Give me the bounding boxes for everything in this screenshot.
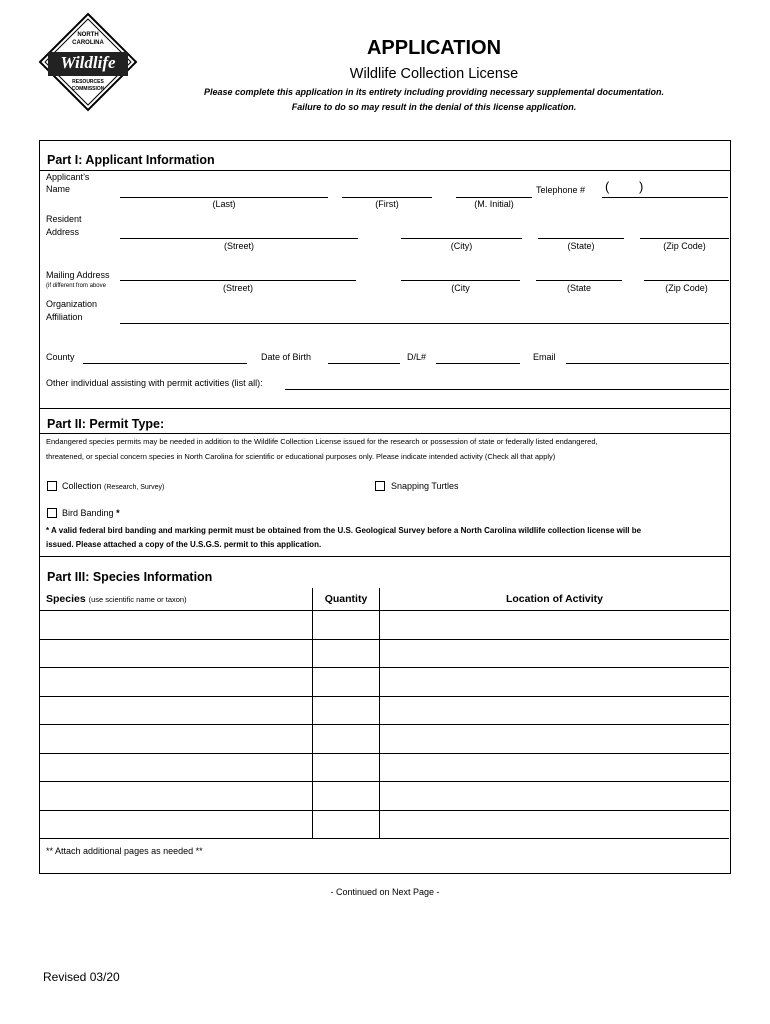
- middle-initial-caption: (M. Initial): [474, 199, 514, 209]
- quantity-cell[interactable]: [313, 696, 380, 725]
- telephone-label: Telephone #: [536, 185, 586, 195]
- mailing-state-field[interactable]: [536, 280, 622, 281]
- part-2-divider: [40, 433, 730, 434]
- species-table-header: [40, 588, 729, 611]
- quantity-cell[interactable]: [313, 639, 380, 668]
- logo-wordmark: Wildlife: [60, 53, 116, 72]
- table-row: [40, 725, 729, 754]
- part-2-title: Part II: Permit Type:: [47, 417, 165, 431]
- application-form: [39, 140, 731, 874]
- snapping-turtles-label: Snapping Turtles: [391, 481, 459, 491]
- bird-banding-asterisk: *: [116, 508, 120, 518]
- species-header-label: Species: [46, 593, 86, 605]
- logo: [38, 12, 138, 112]
- organization-label-1: Organization: [46, 299, 98, 309]
- species-table: [40, 588, 729, 839]
- table-row: [40, 639, 729, 668]
- first-name-field[interactable]: [342, 197, 432, 198]
- collection-label: [62, 481, 164, 491]
- quantity-cell[interactable]: [313, 810, 380, 839]
- quantity-cell[interactable]: [313, 725, 380, 754]
- telephone-field[interactable]: [602, 197, 728, 198]
- species-cell[interactable]: [40, 668, 313, 697]
- location-cell[interactable]: [380, 753, 730, 782]
- species-header-note: (use scientific name or taxon): [88, 595, 187, 604]
- species-cell[interactable]: [40, 639, 313, 668]
- collection-note: (Research, Survey): [104, 484, 165, 491]
- species-cell[interactable]: [40, 810, 313, 839]
- mailing-state-caption: (State: [566, 283, 591, 293]
- dl-field[interactable]: [436, 363, 520, 364]
- logo-line-commission: COMMISSION: [71, 86, 105, 92]
- location-cell[interactable]: [380, 611, 730, 640]
- bird-banding-note-line-1: * A valid federal bird banding and marking permit must be obtained from the U.S. Geological Survey before a North Carolina wildlife collection license will be: [46, 526, 642, 535]
- applicant-name-label-2: Name: [46, 184, 71, 194]
- resident-address-label-2: Address: [46, 227, 80, 237]
- applicant-name-label-1: Applicant’s: [46, 172, 90, 182]
- table-row: [40, 696, 729, 725]
- location-cell[interactable]: [380, 810, 730, 839]
- quantity-column-header: Quantity: [313, 588, 380, 611]
- bird-banding-label-text: Bird Banding: [62, 508, 114, 518]
- dl-label: D/L#: [407, 352, 427, 362]
- page-title: APPLICATION: [366, 37, 502, 59]
- bird-banding-checkbox[interactable]: [47, 508, 57, 518]
- telephone-paren-close: ): [639, 179, 644, 194]
- table-row: [40, 611, 729, 640]
- mailing-zip-caption: (Zip Code): [665, 283, 708, 293]
- location-cell[interactable]: [380, 725, 730, 754]
- mailing-address-note: (if different from above: [46, 283, 106, 289]
- dob-label: Date of Birth: [261, 352, 312, 362]
- resident-address-label-1: Resident: [46, 214, 82, 224]
- part-1-title: Part I: Applicant Information: [47, 153, 215, 167]
- resident-zip-caption: (Zip Code): [663, 241, 706, 251]
- resident-city-field[interactable]: [401, 238, 522, 239]
- species-cell[interactable]: [40, 696, 313, 725]
- mailing-zip-field[interactable]: [644, 280, 729, 281]
- permit-description-line-2: threatened, or special concern species in North Carolina for scientific or educational purposes only. Please indicate intended activity (Check all that apply): [46, 452, 556, 461]
- dob-field[interactable]: [328, 363, 400, 364]
- resident-street-caption: (Street): [223, 241, 254, 251]
- last-name-caption: (Last): [212, 199, 236, 209]
- species-column-header: [40, 588, 313, 611]
- location-cell[interactable]: [380, 782, 730, 811]
- email-label: Email: [533, 352, 556, 362]
- part-2-top-divider: [40, 408, 730, 409]
- species-cell[interactable]: [40, 753, 313, 782]
- telephone-paren-open: (: [605, 179, 610, 194]
- bird-banding-note-line-2: issued. Please attached a copy of the U.S.G.S. permit to this application.: [46, 540, 322, 549]
- county-label: County: [46, 352, 75, 362]
- part-1-divider: [40, 170, 730, 171]
- organization-field[interactable]: [120, 323, 729, 324]
- resident-street-field[interactable]: [120, 238, 358, 239]
- resident-zip-field[interactable]: [640, 238, 729, 239]
- other-individuals-field[interactable]: [285, 389, 729, 390]
- collection-checkbox[interactable]: [47, 481, 57, 491]
- snapping-turtles-checkbox[interactable]: [375, 481, 385, 491]
- part-3-title: Part III: Species Information: [47, 570, 213, 584]
- part-3-top-divider: [40, 556, 730, 557]
- continued-note: - Continued on Next Page -: [330, 887, 440, 897]
- logo-line-north: NORTH: [77, 32, 99, 38]
- last-name-field[interactable]: [120, 197, 328, 198]
- attach-pages-note: ** Attach additional pages as needed **: [46, 846, 203, 856]
- mailing-street-caption: (Street): [222, 283, 253, 293]
- revision-date: Revised 03/20: [43, 970, 120, 984]
- other-individuals-label: Other individual assisting with permit activities (list all):: [46, 378, 263, 388]
- collection-label-text: Collection: [62, 481, 102, 491]
- page-subtitle: Wildlife Collection License: [349, 66, 519, 82]
- table-row: [40, 668, 729, 697]
- table-row: [40, 810, 729, 839]
- bird-banding-label: [62, 508, 120, 518]
- quantity-cell[interactable]: [313, 611, 380, 640]
- instructions-line-1: Please complete this application in its entirety including providing necessary supplemental documentation.: [203, 87, 665, 97]
- table-row: [40, 753, 729, 782]
- first-name-caption: (First): [375, 199, 399, 209]
- location-cell[interactable]: [380, 696, 730, 725]
- resident-state-caption: (State): [567, 241, 595, 251]
- county-field[interactable]: [83, 363, 247, 364]
- organization-label-2: Affiliation: [46, 312, 83, 322]
- location-column-header: Location of Activity: [380, 588, 730, 611]
- logo-line-carolina: CAROLINA: [72, 40, 104, 46]
- table-row: [40, 782, 729, 811]
- quantity-cell[interactable]: [313, 753, 380, 782]
- mailing-street-field[interactable]: [120, 280, 356, 281]
- mailing-city-caption: (City: [451, 283, 470, 293]
- instructions-line-2: Failure to do so may result in the denial of this license application.: [291, 102, 577, 112]
- resident-city-caption: (City): [450, 241, 473, 251]
- species-cell[interactable]: [40, 725, 313, 754]
- location-cell[interactable]: [380, 639, 730, 668]
- species-cell[interactable]: [40, 611, 313, 640]
- email-field[interactable]: [566, 363, 729, 364]
- mailing-city-field[interactable]: [401, 280, 520, 281]
- quantity-cell[interactable]: [313, 668, 380, 697]
- middle-initial-field[interactable]: [456, 197, 532, 198]
- species-cell[interactable]: [40, 782, 313, 811]
- mailing-address-label: Mailing Address: [46, 270, 110, 280]
- logo-line-resources: RESOURCES: [72, 79, 104, 85]
- location-cell[interactable]: [380, 668, 730, 697]
- resident-state-field[interactable]: [538, 238, 624, 239]
- permit-description-line-1: Endangered species permits may be needed in addition to the Wildlife Collection License issued for the research or possession of state or federally listed endangered,: [46, 437, 598, 446]
- quantity-cell[interactable]: [313, 782, 380, 811]
